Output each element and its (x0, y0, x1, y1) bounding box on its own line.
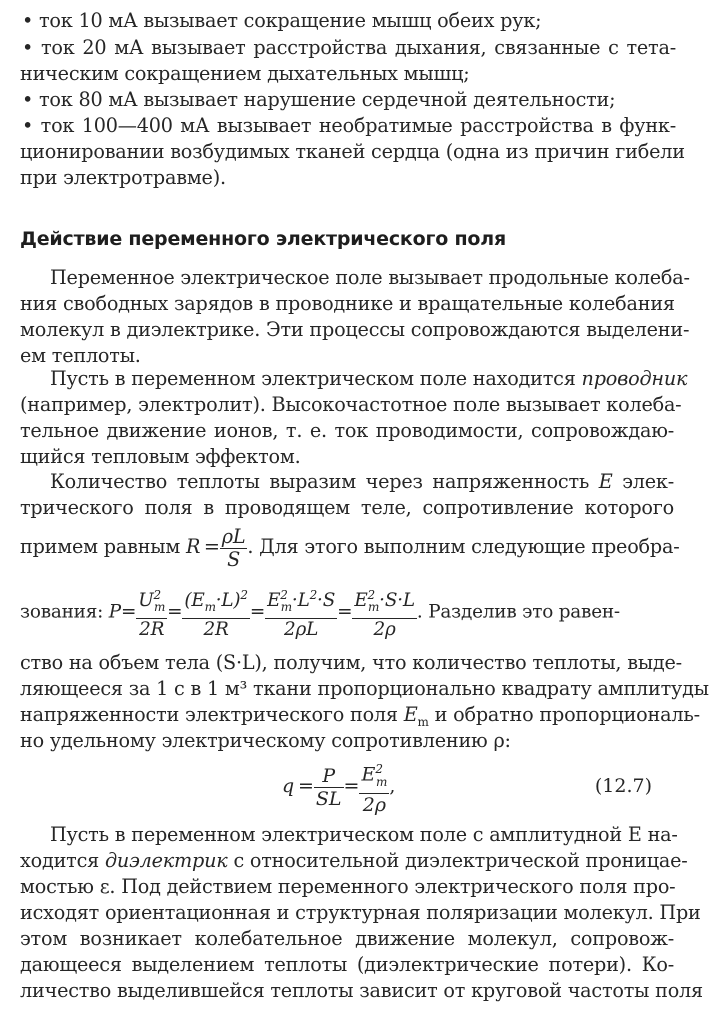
para4-line1: Пусть в переменном электрическом поле с амплитудной E на- (50, 823, 678, 846)
para3-line5: ство на объем тела (S·L), получим, что количество теплоты, выде- (20, 651, 682, 674)
para1-line1: Переменное электрическое поле вызывает продольные колеба- (50, 266, 690, 289)
bullet-100ma-line3: при электротравме). (20, 166, 226, 189)
para3-line2: трического поля в проводящем теле, сопротивление которого (20, 496, 674, 519)
equation-number: (12.7) (594, 775, 652, 797)
para3-line6: ляющееся за 1 с в 1 м³ ткани пропорционально квадрату амплитуды (20, 677, 709, 700)
para4-line7: личество выделившейся теплоты зависит от круговой частоты поля (20, 979, 703, 1002)
term-conductor: проводник (581, 367, 688, 390)
term-dielectric: диэлектрик (104, 849, 228, 872)
para1-line3: молекул в диэлектрике. Эти процессы сопровождаются выделени- (20, 318, 690, 341)
bullet-20ma-line2: ническим сокращением дыхательных мышц; (20, 62, 470, 85)
section-heading: Действие переменного электрического поля (20, 228, 506, 250)
para1-line4: ем теплоты. (20, 344, 141, 367)
bullet-20ma-line1: • ток 20 мА вызывает расстройства дыхания, связанные с тета- (22, 36, 676, 59)
para3-line8: но удельному электрическому сопротивлению ρ: (20, 729, 511, 752)
bullet-10ma: • ток 10 мА вызывает сокращение мышц обеих рук; (22, 9, 542, 32)
para2-line4: щийся тепловым эффектом. (20, 445, 301, 468)
para4-line3: мостью ε. Под действием переменного электрического поля про- (20, 875, 676, 898)
power-equation: зования: P= $\frac{U^2_m}{2R}$ = $\frac{(E_m\cdot L)^2}{2R}$ = $\frac{E^2_m\cdot L^2\cdot S}{2\rho L}$ = $\frac{E^2_m\cdot S\cdot L}{2\rho}$ . Разделив это равен- (20, 584, 674, 640)
para2-line3: тельное движение ионов, т. е. ток проводимости, сопровождаю- (20, 419, 674, 442)
equation-12-7: q = $\frac{P}{SL}$ = $\frac{E^2_m}{2\rho}$ , (12.7) (20, 756, 674, 816)
para2-line1: Пусть в переменном электрическом поле находится проводник (50, 367, 688, 390)
para1-line2: ния свободных зарядов в проводнике и вращательные колебания (20, 292, 675, 315)
resistance-fraction: $\frac{\rho L}{S}$ (221, 524, 246, 571)
para4-line4: исходят ориентационная и структурная поляризации молекул. При (20, 901, 701, 924)
para3-line7: напряженности электрического поля $E_m$ и обратно пропорциональ- (20, 703, 700, 729)
bullet-100ma-line1: • ток 100—400 мА вызывает необратимые расстройства в функ- (22, 114, 676, 137)
para4-line5: этом возникает колебательное движение молекул, сопровож- (20, 927, 674, 950)
para3-line1: Количество теплоты выразим через напряженность E элек- (50, 470, 674, 493)
para3-line3-resistance: примем равным R = $\frac{\rho L}{S}$ . Для этого выполним следующие преобра- (20, 524, 680, 571)
para4-line2: ходится диэлектрик с относительной диэлектрической проницае- (20, 849, 688, 872)
bullet-100ma-line2: ционировании возбудимых тканей сердца (одна из причин гибели (20, 140, 685, 163)
bullet-80ma: • ток 80 мА вызывает нарушение сердечной деятельности; (22, 88, 616, 111)
para2-line2: (например, электролит). Высокочастотное поле вызывает колеба- (20, 393, 682, 416)
para4-line6: дающееся выделением теплоты (диэлектрические потери). Ко- (20, 953, 674, 976)
